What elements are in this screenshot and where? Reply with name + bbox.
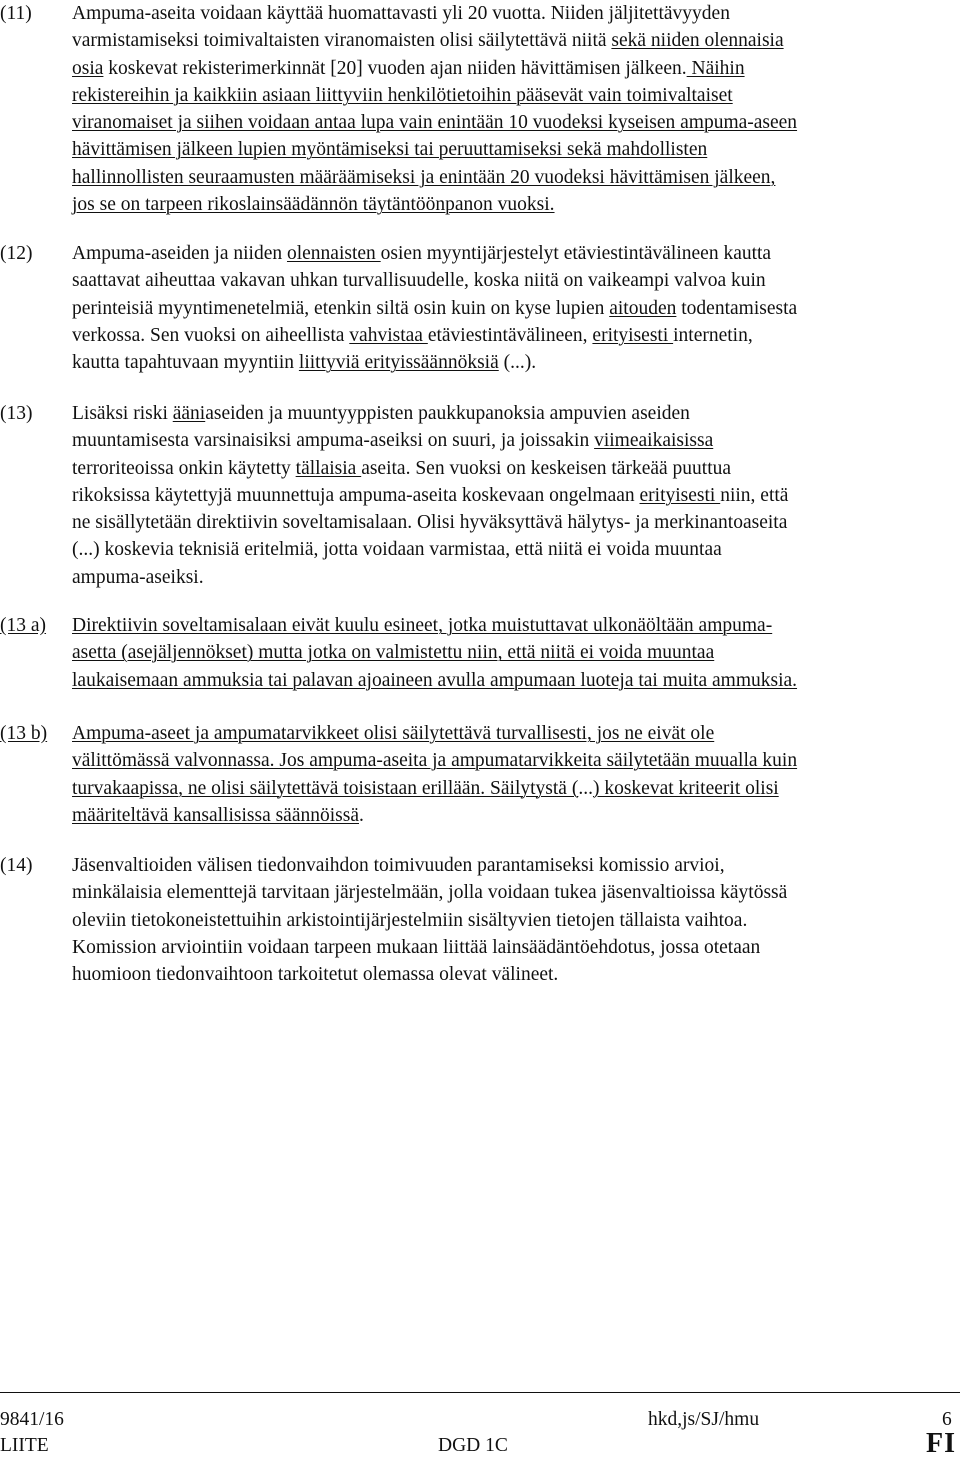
- text-segment: ne sisällytetään direktiivin soveltamisalaan. Olisi hyväksyttävä hälytys- ja merkinantoaseita: [72, 512, 788, 534]
- underlined-text: erityisesti: [592, 324, 674, 346]
- text-line: [72, 536, 960, 563]
- text-line: [72, 482, 960, 509]
- text-segment: osien myyntijärjestelyt etäviestintävälineen kautta: [380, 243, 772, 264]
- underlined-text: viimeaikaisissa: [594, 430, 714, 452]
- underlined-text: laukaisemaan ammuksia tai palavan ajoaineen avulla ampumaan luoteja tai muita ammuksia.: [72, 669, 798, 691]
- underlined-text: jos se on tarpeen rikoslainsäädännön täytäntöönpanon vuoksi.: [72, 194, 555, 216]
- underlined-text: rekistereihin ja kaikkiin asiaan liittyviin henkilötietoihin pääsevät vain toimivaltaiset: [72, 84, 733, 106]
- language-code: FI: [926, 1428, 956, 1459]
- text-line: [72, 400, 960, 427]
- paragraph-number: (11): [0, 3, 32, 24]
- text-line: [72, 639, 960, 666]
- text-line: [72, 961, 960, 988]
- text-line: [72, 240, 960, 267]
- text-segment: Komission arviointiin voidaan tarpeen mukaan liittää lainsäädäntöehdotus, jossa otetaan: [72, 936, 761, 958]
- paragraph-number: (13 a): [0, 615, 47, 636]
- underlined-text: liittyviä erityissäännöksiä: [298, 352, 499, 374]
- text-line: [72, 267, 960, 294]
- underlined-text: aitouden: [609, 297, 677, 319]
- text-line: [72, 934, 960, 961]
- paragraph-text: [72, 0, 960, 218]
- text-line: [72, 295, 960, 322]
- underlined-text: hävittämisen jälkeen lupien myöntämiseksi tai peruuttamiseksi sekä mahdollisten: [72, 139, 708, 161]
- text-line: [72, 455, 960, 482]
- text-segment: ...: [578, 777, 593, 799]
- paragraph-text: [72, 240, 960, 376]
- text-line: [72, 907, 960, 934]
- underlined-text: sekä niiden olennaisia: [611, 30, 784, 52]
- text-segment: varmistamiseksi toimivaltaisten viranomaisten olisi säilytettävä niitä: [72, 30, 612, 52]
- underlined-text: tällaisia: [295, 457, 362, 479]
- text-line: [72, 136, 960, 163]
- underlined-text: osia: [72, 57, 104, 79]
- text-segment: perinteisiä myyntimenetelmiä, etenkin siltä osin kuin on kyse lupien: [72, 297, 610, 319]
- footer-rule: [0, 1392, 960, 1393]
- text-segment: todentamisesta: [676, 297, 798, 319]
- text-line: [72, 802, 960, 829]
- text-line: [72, 427, 960, 454]
- underlined-text: määriteltävä kansallisissa säännöissä: [72, 804, 359, 826]
- text-line: [72, 509, 960, 536]
- document-reference: 9841/16: [0, 1409, 64, 1430]
- paragraph-text: [72, 720, 960, 829]
- text-segment: muuntamisesta varsinaisiksi ampuma-aseiksi on suuri, ja joissakin: [72, 430, 595, 452]
- text-line: [72, 0, 960, 27]
- text-line: [72, 667, 960, 694]
- text-segment: internetin,: [673, 324, 753, 346]
- underlined-text: Direktiivin soveltamisalaan eivät kuulu esineet, jotka muistuttavat ulkonäöltään ampuma-: [72, 615, 773, 636]
- text-segment: huomioon tiedonvaihtoon tarkoitetut olemassa olevat välineet.: [72, 964, 559, 986]
- text-segment: oleviin tietokoneistettuihin arkistointijärjestelmiin sisältyvien tietojen tällaista vaihtoa.: [72, 909, 748, 931]
- text-line: [72, 747, 960, 774]
- text-segment: verkossa. Sen vuoksi on aiheellista: [72, 324, 350, 346]
- underlined-text: erityisesti: [639, 484, 721, 506]
- text-line: [72, 191, 960, 218]
- text-segment: kautta tapahtuvaan myyntiin: [72, 352, 299, 374]
- text-segment: Jäsenvaltioiden välisen tiedonvaihdon toimivuuden parantamiseksi komissio arvioi,: [72, 855, 725, 876]
- underlined-text: olennaisten: [286, 243, 381, 264]
- text-line: [72, 879, 960, 906]
- underlined-text: välittömässä valvonnassa. Jos ampuma-aseita ja ampumatarvikkeita säilytetään muualla kuin: [72, 750, 798, 772]
- text-segment: (...) koskevia teknisiä eritelmiä, jotta voidaan varmistaa, että niitä ei voida muuntaa: [72, 539, 722, 561]
- paragraph-number: (13 b): [0, 723, 48, 744]
- text-segment: aseita. Sen vuoksi on keskeisen tärkeää puuttua: [361, 457, 732, 479]
- text-line: [72, 82, 960, 109]
- underlined-text: Ampuma-aseet ja ampumatarvikkeet olisi säilytettävä turvallisesti, jos ne eivät ole: [72, 723, 715, 744]
- text-line: [72, 322, 960, 349]
- text-segment: etäviestintävälineen,: [427, 324, 593, 346]
- text-segment: rikoksissa käytettyjä muunnettuja ampuma-aseita koskevaan ongelmaan: [72, 484, 640, 506]
- page-number: 6: [942, 1409, 952, 1430]
- text-segment: Ampuma-aseita voidaan käyttää huomattavasti yli 20 vuotta. Niiden jäljitettävyyden: [72, 3, 730, 24]
- text-line: [72, 349, 960, 376]
- text-line: [72, 55, 960, 82]
- text-line: [72, 775, 960, 802]
- paragraph-text: [72, 612, 960, 694]
- text-segment: koskevat rekisterimerkinnät [20] vuoden ajan niiden hävittämisen jälkeen.: [103, 57, 687, 79]
- text-line: [72, 612, 960, 639]
- paragraph-number: (13): [0, 403, 33, 424]
- text-segment: .: [359, 804, 364, 826]
- underlined-text: viranomaiset ja siihen voidaan antaa lupa vain enintään 10 vuodeksi kyseisen ampuma-aseen: [72, 112, 798, 134]
- paragraph-text: [72, 400, 960, 591]
- underlined-text: Näihin: [686, 57, 745, 79]
- text-segment: aseiden ja muuntyyppisten paukkupanoksia ampuvien aseiden: [205, 403, 690, 424]
- paragraph-number: (12): [0, 243, 33, 264]
- underlined-text: ääni: [172, 403, 206, 424]
- annex-label: LIITE: [0, 1435, 49, 1456]
- underlined-text: asetta (asejäljennökset) mutta jotka on valmistettu niin, että niitä ei voida muuntaa: [72, 642, 715, 664]
- text-segment: terroriteoissa onkin käytetty: [72, 457, 296, 479]
- text-segment: ampuma-aseiksi.: [72, 566, 204, 588]
- underlined-text: hallinnollisten seuraamusten määräämiseksi ja enintään 20 vuodeksi hävittämisen jälkeen,: [72, 166, 776, 188]
- text-line: [72, 564, 960, 591]
- text-line: [72, 27, 960, 54]
- text-segment: Lisäksi riski: [72, 403, 173, 424]
- underlined-text: vahvistaa: [349, 324, 428, 346]
- underlined-text: ) koskevat kriteerit olisi: [592, 777, 779, 799]
- text-segment: (...).: [498, 352, 537, 374]
- text-line: [72, 109, 960, 136]
- text-segment: niin, että: [720, 484, 789, 506]
- page-footer: [0, 1392, 960, 1470]
- underlined-text: turvakaapissa, ne olisi säilytettävä toisistaan erillään. Säilytystä (: [72, 777, 579, 799]
- text-line: [72, 852, 960, 879]
- paragraph-number: (14): [0, 855, 33, 876]
- text-line: [72, 164, 960, 191]
- text-segment: minkälaisia elementtejä tarvitaan järjestelmään, jolla voidaan tukea jäsenvaltioissa käytössä: [72, 882, 788, 904]
- text-segment: saattavat aiheuttaa vakavan uhkan turvallisuudelle, koska niitä on vaikeampi valvoa kuin: [72, 270, 766, 292]
- text-segment: Ampuma-aseiden ja niiden: [72, 243, 287, 264]
- author-initials: hkd,js/SJ/hmu: [648, 1409, 760, 1430]
- paragraph-text: [72, 852, 960, 988]
- directorate-label: DGD 1C: [438, 1435, 508, 1456]
- text-line: [72, 720, 960, 747]
